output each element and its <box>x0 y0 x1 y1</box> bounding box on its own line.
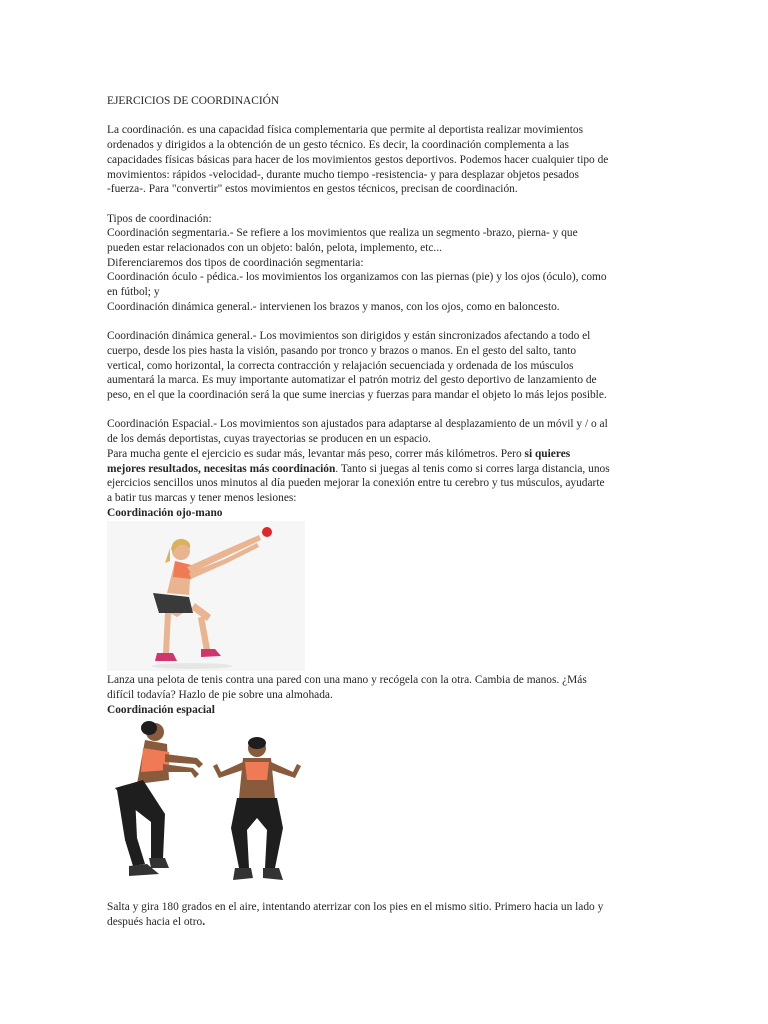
spatial-caption-line-1: Salta y gira 180 grados en el aire, intentando aterrizar con los pies en el mismo sitio. Primero hacia un lado y <box>107 901 604 914</box>
spatial-emphasis-2: mejores resultados, necesitas más coordinación <box>107 462 336 475</box>
document-title: EJERCICIOS DE COORDINACIÓN <box>107 95 280 107</box>
spatial-line-6: a batir tus marcas y tener menos lesiones: <box>107 491 297 504</box>
types-line-3: pueden estar relacionados con un objeto: balón, pelota, implemento, etc... <box>107 242 442 254</box>
spatial-line-4: . Tanto si juegas al tenis como si corres larga distancia, unos <box>335 462 610 475</box>
eye-hand-illustration <box>107 521 305 671</box>
spatial-paragraph <box>107 417 663 505</box>
eye-hand-caption-line-2: difícil todavía? Hazlo de pie sobre una almohada. <box>107 689 333 702</box>
spatial-line-2: de los demás deportistas, cuyas trayectorias se producen en un espacio. <box>107 433 431 446</box>
intro-paragraph <box>107 123 663 197</box>
spatial-line-1: Coordinación Espacial.- Los movimientos son ajustados para adaptarse al desplazamiento de un móvil y / o al <box>107 418 608 431</box>
eye-hand-exercise-image <box>107 521 305 671</box>
sports-top-b <box>245 762 269 780</box>
spatial-exercise-image <box>107 718 309 890</box>
types-line-7: Coordinación dinámica general.- intervienen los brazos y manos, con los ojos, como en baloncesto. <box>107 300 560 313</box>
document-body <box>107 94 663 930</box>
spatial-line-5: ejercicios sencillos unos minutos al día pueden mejorar la conexión entre tu cerebro y tus músculos, ayudarte <box>107 477 605 490</box>
types-line-6: en fútbol; y <box>107 286 160 299</box>
spatial-illustration <box>107 718 309 890</box>
spatial-emphasis-1: si quieres <box>524 447 571 460</box>
dynamic-line-1: Coordinación dinámica general.- Los movimientos son dirigidos y están sincronizados afectando a todo el <box>107 330 591 343</box>
intro-line-5: -fuerza-. Para "convertir" estos movimientos en gestos técnicos, precisan de coordinación. <box>107 183 518 196</box>
intro-line-3: capacidades físicas básicas para hacer de los movimientos gestos deportivos. Podemos hacer cualquier tipo de <box>107 153 609 166</box>
intro-term: La coordinación <box>107 124 182 137</box>
dynamic-line-2: cuerpo, desde los pies hasta la visión, pasando por tronco y brazos o manos. En el gesto del salto, tanto <box>107 344 577 357</box>
dynamic-line-4: aumentará la marca. Es muy importante automatizar el patrón motriz del gesto deportivo de lanzamiento de <box>107 374 597 387</box>
intro-line-4: movimientos: rápidos -velocidad-, durante mucho tiempo -resistencia- y para desplazar objetos pesados <box>107 168 579 181</box>
section-heading-spatial: Coordinación espacial <box>107 703 215 716</box>
types-line-5: Coordinación óculo - pédica.- los movimientos los organizamos con las piernas (pie) y los ojos (óculo), como <box>107 271 607 284</box>
intro-line-2: ordenados y dirigidos a la obtención de un gesto técnico. Es decir, la coordinación complementa a las <box>107 139 569 152</box>
spatial-caption-line-2: después hacia el otro <box>107 916 203 929</box>
spatial-caption-period: . <box>202 916 206 929</box>
types-line-2: Coordinación segmentaria.- Se refiere a los movimientos que realiza un segmento -brazo, pierna- y que <box>107 227 578 240</box>
section-heading-eye-hand: Coordinación ojo-mano <box>107 506 223 519</box>
spatial-line-3: Para mucha gente el ejercicio es sudar más, levantar más peso, correr más kilómetros. Pero <box>107 447 525 460</box>
dynamic-line-5: peso, en el que la coordinación será la que sume inercias y fuerzas para mandar el objeto lo más lejos posible. <box>107 389 607 402</box>
dynamic-paragraph <box>107 329 663 403</box>
types-paragraph <box>107 212 663 315</box>
tennis-ball-icon <box>262 527 272 537</box>
intro-line-1: . es una capacidad física complementaria que permite al deportista realizar movimientos <box>181 124 583 137</box>
types-line-1: Tipos de coordinación: <box>107 212 212 225</box>
dynamic-line-3: vertical, como horizontal, la correcta contracción y relajación secuenciada y ordenada de los músculos <box>107 359 574 372</box>
types-line-4: Diferenciaremos dos tipos de coordinación segmentaria: <box>107 256 364 269</box>
eye-hand-caption-line-1: Lanza una pelota de tenis contra una pared con una mano y recógela con la otra. Cambia de manos. ¿Más <box>107 674 587 687</box>
